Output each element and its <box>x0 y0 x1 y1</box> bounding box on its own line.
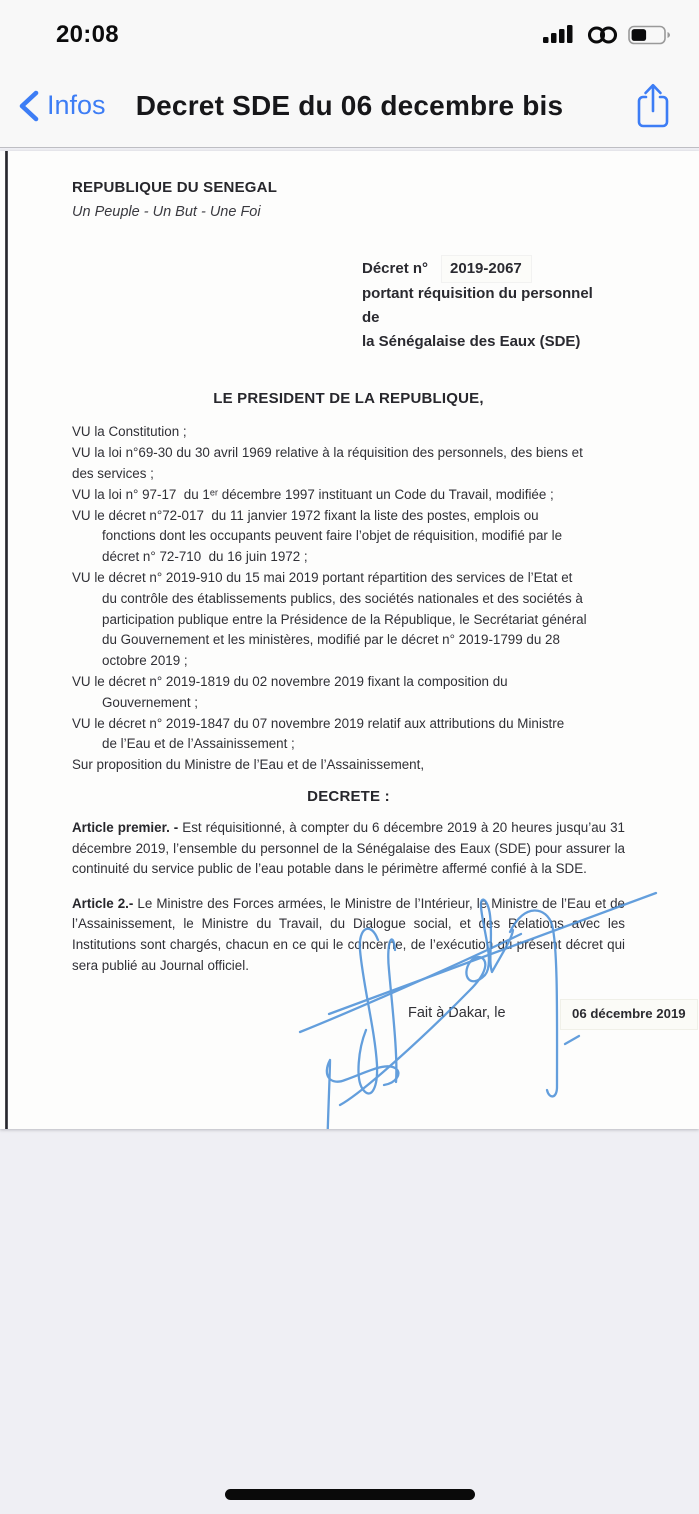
article-1 <box>72 818 625 880</box>
share-icon <box>633 82 673 130</box>
visa-line: Sur proposition du Ministre de l’Eau et de l’Assainissement, <box>72 757 425 773</box>
visa-line: VU le décret n° 2019-1847 du 07 novembre 2019 relatif aux attributions du Ministre <box>72 715 565 731</box>
top-chrome <box>0 0 699 148</box>
share-button[interactable] <box>631 80 675 132</box>
clock: 20:08 <box>56 21 119 48</box>
decree-subject-line-1: portant réquisition du personnel de <box>362 284 610 326</box>
back-button-label: Infos <box>47 90 106 120</box>
battery-icon <box>628 24 671 46</box>
article-2 <box>72 894 625 977</box>
document-scroll-area[interactable] <box>0 148 699 1514</box>
document-motto: Un Peuple - Un But - Une Foi <box>72 203 261 220</box>
page-title: Decret SDE du 06 decembre bis <box>135 89 564 121</box>
visa-line: VU la loi n°69-30 du 30 avril 1969 relative à la réquisition des personnels, des biens et <box>72 445 583 461</box>
decrete-heading: DECRETE : <box>307 787 390 805</box>
navigation-bar <box>0 64 699 147</box>
signature-row <box>72 999 686 1039</box>
visa-line: participation publique entre la Présidence de la République, le Secrétariat général <box>102 611 587 627</box>
visa-line: du Gouvernement et les ministères, modifié par le décret n° 2019-1799 du 28 <box>102 632 560 648</box>
visa-line: Gouvernement ; <box>102 694 199 710</box>
status-icons <box>543 24 671 46</box>
decree-label: Décret n° <box>362 259 429 277</box>
document-republic-heading: REPUBLIQUE DU SENEGAL <box>72 179 278 196</box>
cellular-signal-icon <box>543 24 577 46</box>
president-heading: LE PRESIDENT DE LA REPUBLIQUE, <box>213 389 484 407</box>
document-content <box>0 151 699 1039</box>
visa-line: du contrôle des établissements publics, des sociétés nationales et des sociétés à <box>102 590 583 606</box>
article-2-label: Article 2.- <box>72 895 134 911</box>
status-bar <box>0 0 699 64</box>
visa-line: fonctions dont les occupants peuvent faire l’objet de réquisition, modifié par le <box>102 528 563 544</box>
personal-hotspot-icon <box>586 24 619 46</box>
decree-title-block <box>362 256 625 354</box>
home-indicator[interactable] <box>225 1489 475 1500</box>
visa-line: de l’Eau et de l’Assainissement ; <box>102 736 295 752</box>
visa-line: VU la Constitution ; <box>72 424 187 440</box>
scanned-document-page <box>0 151 699 1129</box>
visa-line: VU la loi n° 97-17 du 1ᵉʳ décembre 1997 instituant un Code du Travail, modifiée ; <box>72 486 554 502</box>
decree-number: 2019-2067 <box>442 256 531 282</box>
article-2-text: Le Ministre des Forces armées, le Ministre de l’Intérieur, le Ministre de l’Eau et de l’Assainissement, le Ministre du Travail, du Dialogue social, et des Relations avec les Institutions sont chargés, chacun en ce qui le concerne, de l’exécution du présent décret qui sera publié au Journal officiel. <box>72 895 625 973</box>
visa-line: des services ; <box>72 465 154 481</box>
visa-line: VU le décret n° 2019-910 du 15 mai 2019 portant répartition des services de l’Etat et <box>72 569 573 585</box>
signature-date-stamp: 06 décembre 2019 <box>560 999 698 1030</box>
visa-line: VU le décret n°72-017 du 11 janvier 1972 fixant la liste des postes, emplois ou <box>72 507 539 523</box>
visa-line: VU le décret n° 2019-1819 du 02 novembre 2019 fixant la composition du <box>72 673 508 689</box>
visa-line: octobre 2019 ; <box>102 653 188 669</box>
visa-line: décret n° 72-710 du 16 juin 1972 ; <box>102 549 308 565</box>
visa-list <box>72 422 625 776</box>
signature-place-line: Fait à Dakar, le <box>408 1004 506 1021</box>
article-1-text: Est réquisitionné, à compter du 6 décembre 2019 à 20 heures jusqu’au 31 décembre 2019, l’ensemble du personnel de la Sénégalaise des Eaux (SDE) pour assurer la continuité du service public de l’eau potable dans le périmètre affermé confié à la SDE. <box>72 819 625 877</box>
article-1-label: Article premier. - <box>72 819 183 835</box>
decree-subject-line-2: la Sénégalaise des Eaux (SDE) <box>362 332 581 350</box>
